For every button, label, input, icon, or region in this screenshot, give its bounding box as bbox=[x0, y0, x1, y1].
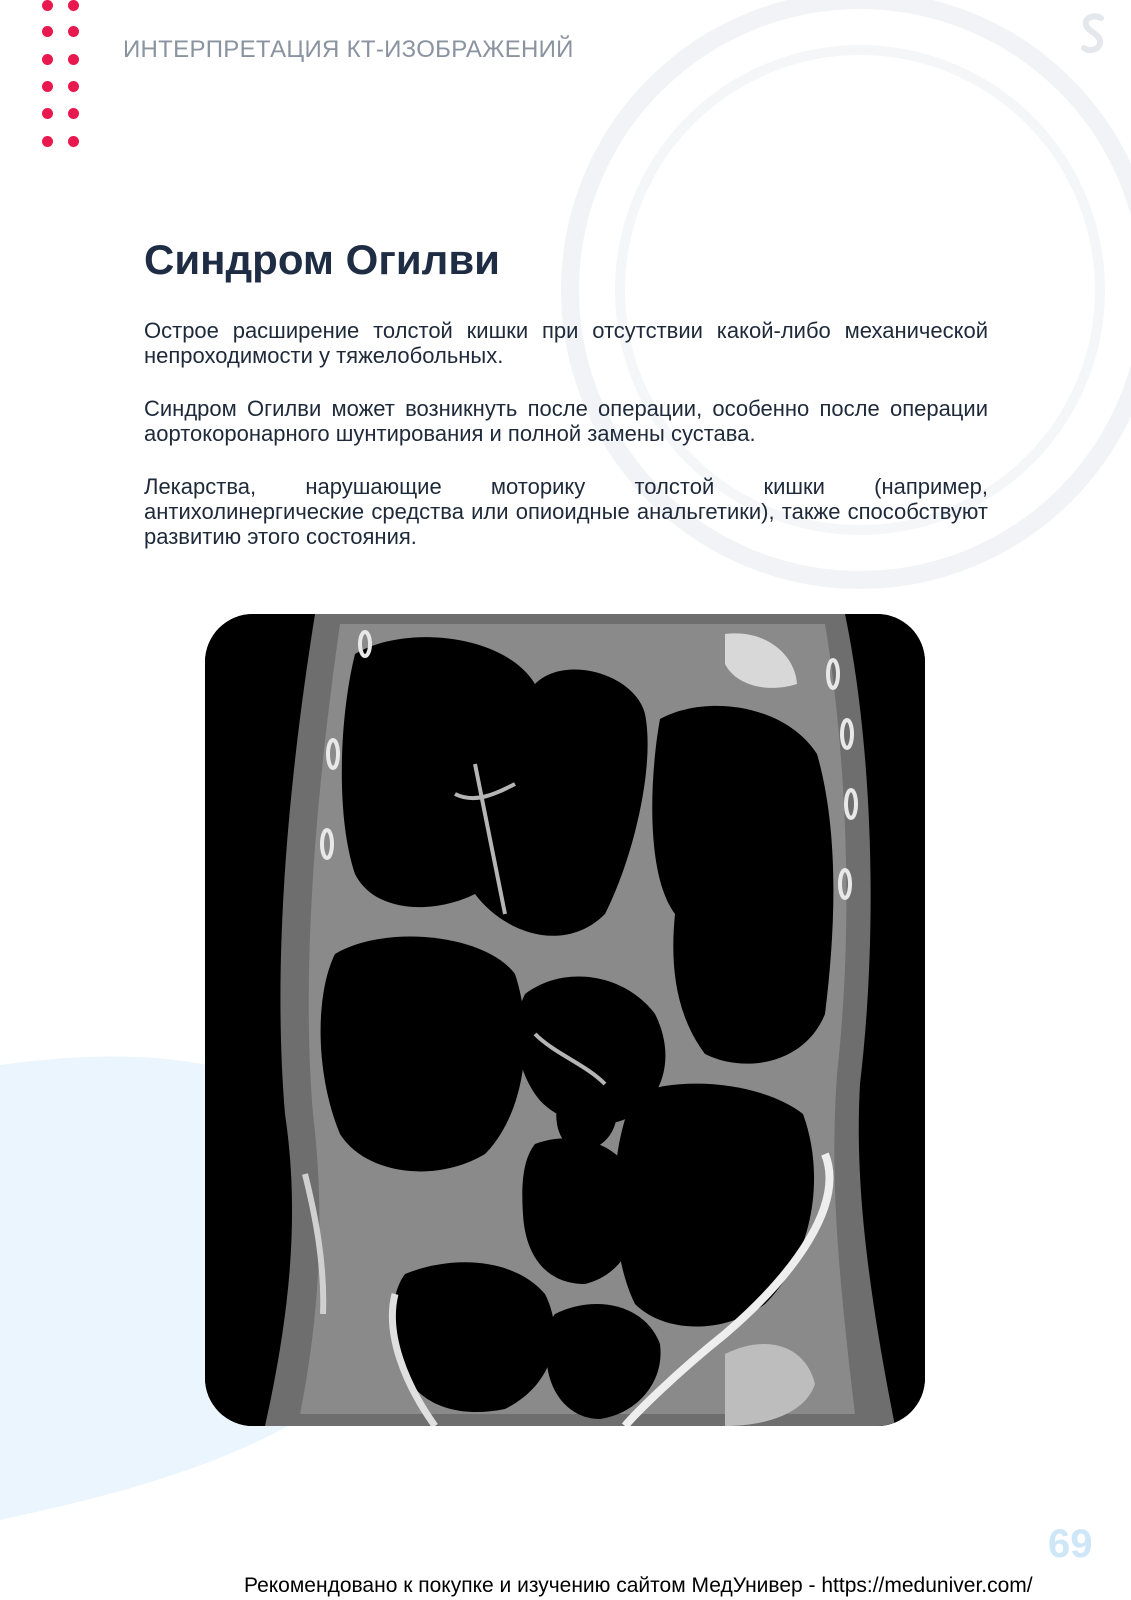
page-number: 69 bbox=[1048, 1522, 1093, 1566]
paragraph-causes-surgery: Синдром Огилви может возникнуть после операции, особенно после операции аортокоронарного шунтирования и полной замены сустава. bbox=[144, 396, 988, 446]
paragraph-causes-drugs: Лекарства, нарушающие моторику толстой кишки (например, антихолинергические средства или опиоидные анальгетики), также способствуют развитию этого состояния. bbox=[144, 474, 988, 549]
brand-s-logo-icon bbox=[1079, 12, 1107, 58]
page-heading: Синдром Огилви bbox=[144, 236, 500, 283]
ct-scan-image bbox=[205, 614, 925, 1426]
footer-recommendation: Рекомендовано к покупке и изучению сайтом МедУнивер - https://meduniver.com/ bbox=[244, 1574, 1033, 1597]
decorative-dots bbox=[40, 0, 90, 152]
section-header-title: ИНТЕРПРЕТАЦИЯ КТ-ИЗОБРАЖЕНИЙ bbox=[123, 36, 574, 63]
paragraph-definition: Острое расширение толстой кишки при отсутствии какой-либо механической непроходимости у тяжелобольных. bbox=[144, 318, 988, 368]
